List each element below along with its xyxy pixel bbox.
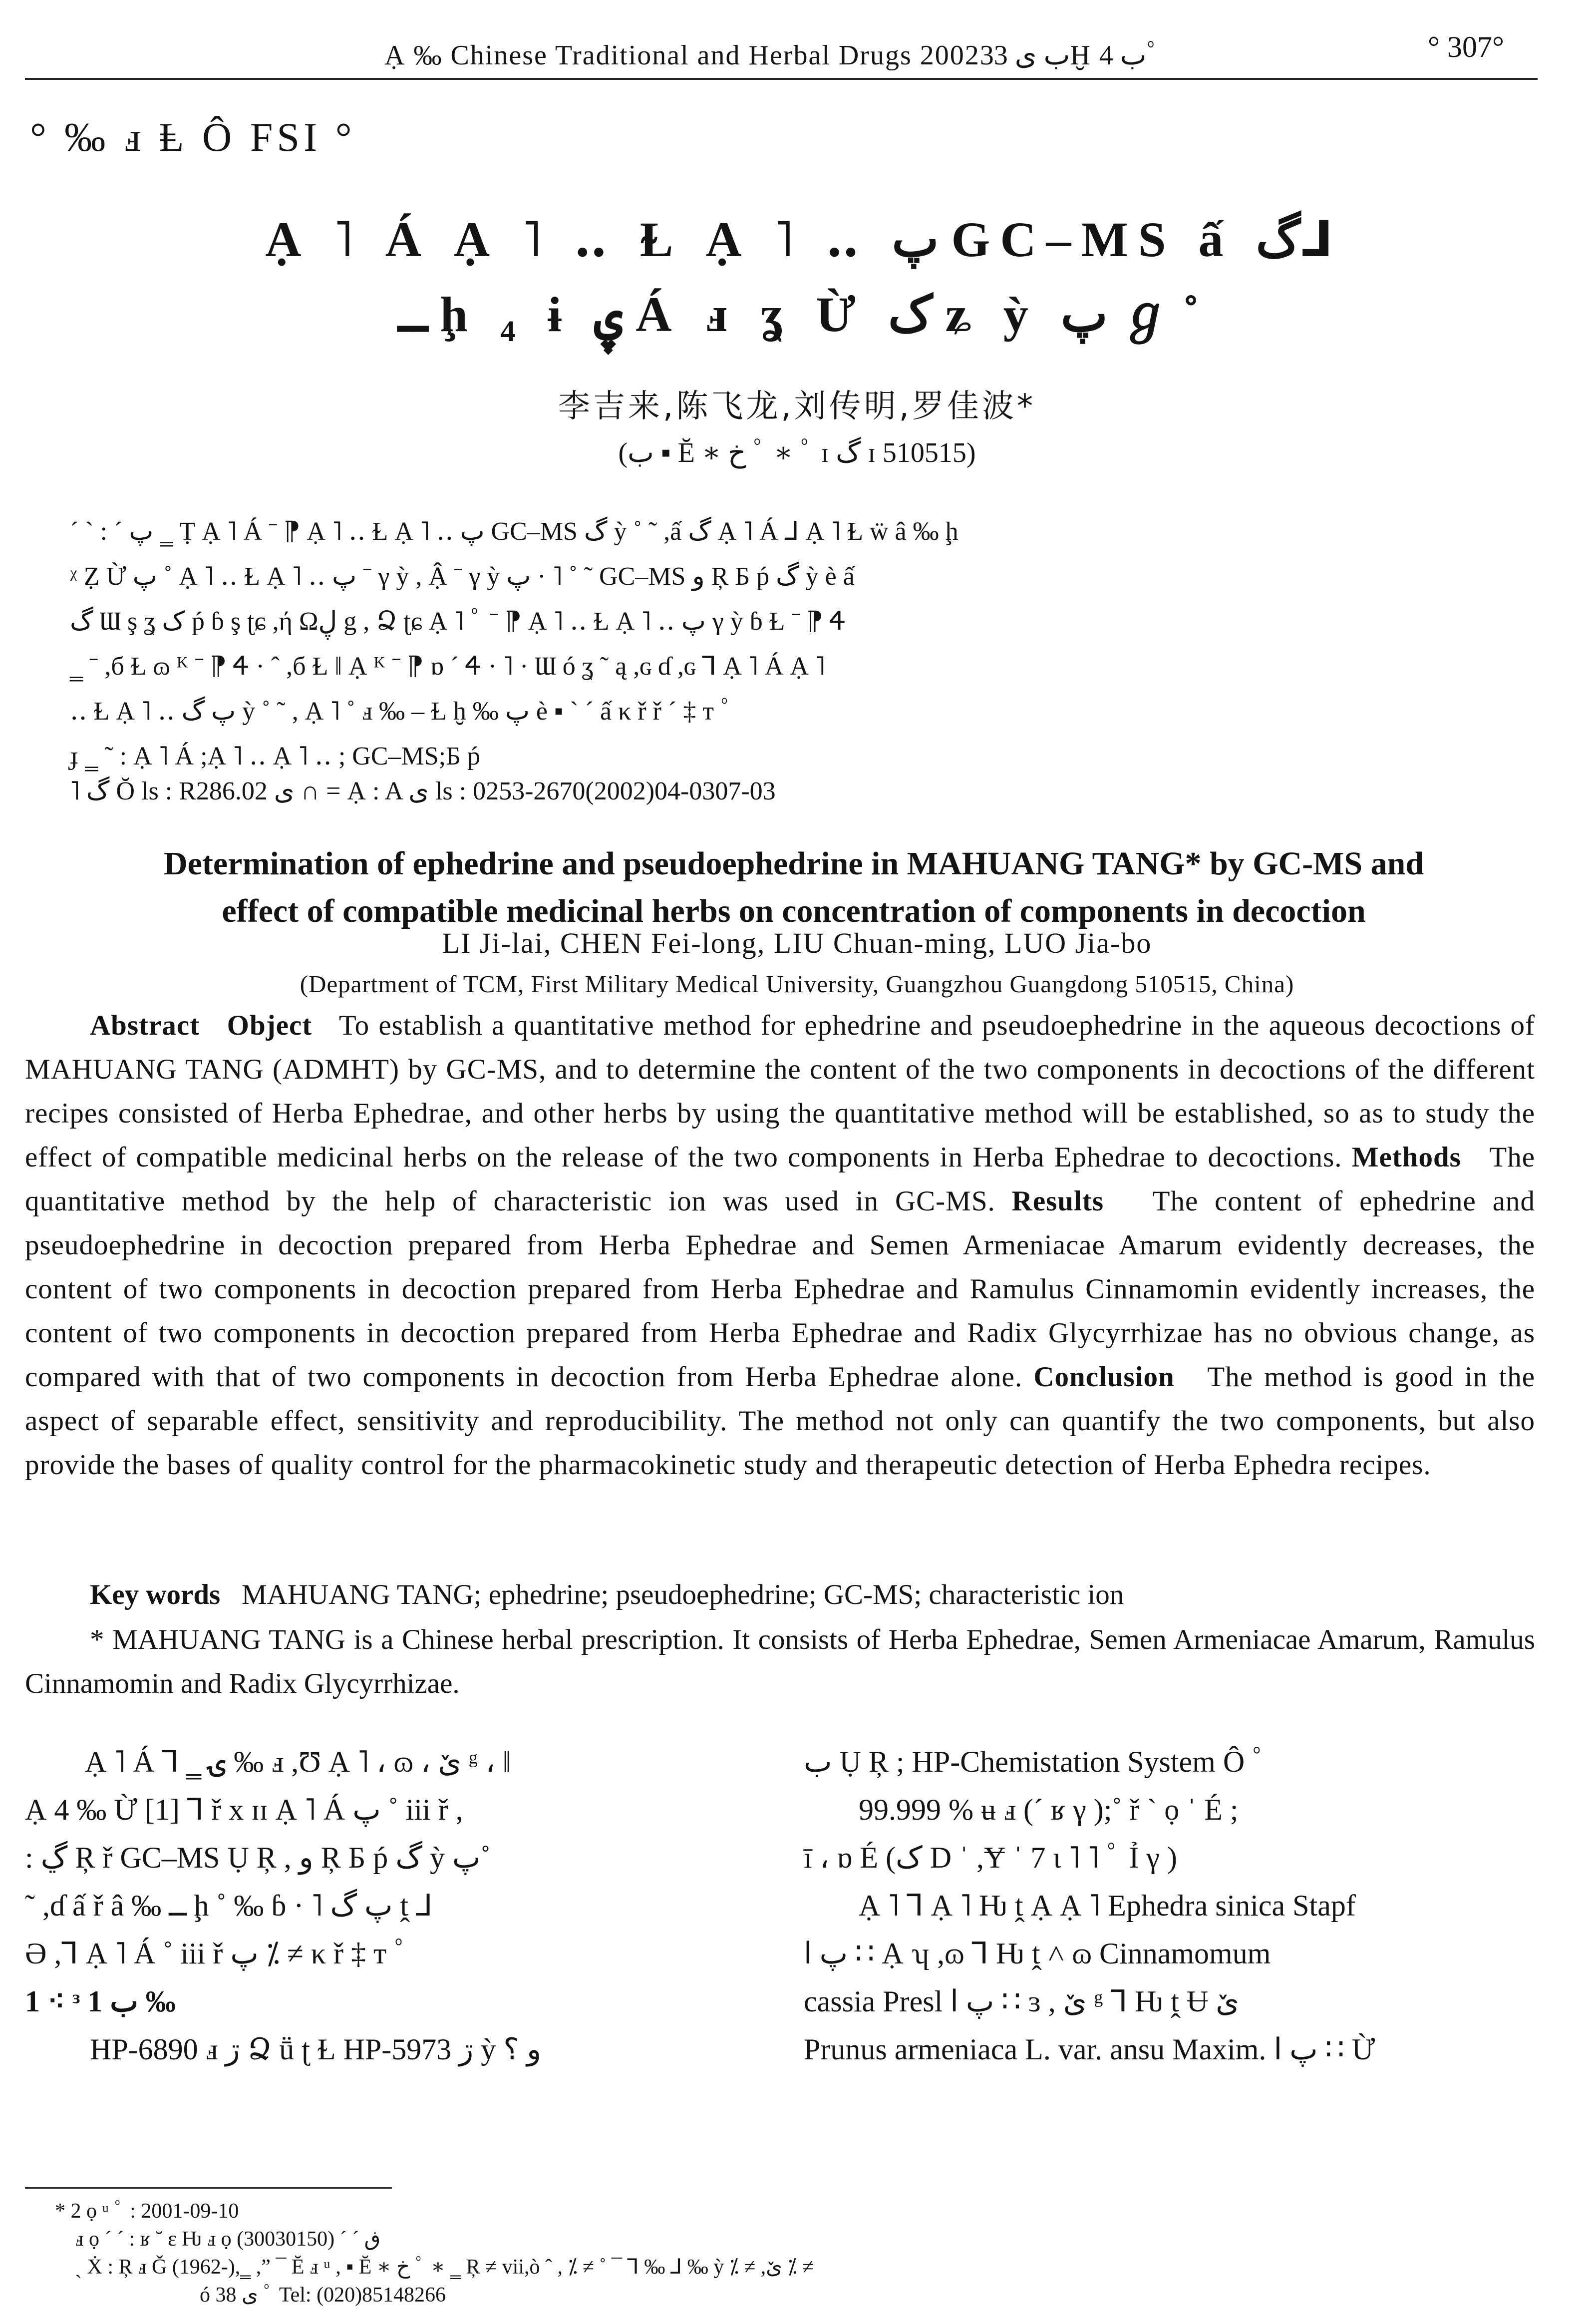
prescription-note: * MAHUANG TANG is a Chinese herbal prescription. It consists of Herba Ephedrae, Semen Armeniacae Amarum, Ramulus Cinnamomin and Radix Glycyrrhizae.: [25, 1624, 1535, 1699]
page-number: ° 307°: [1428, 30, 1504, 63]
body-line: Ạ ˥ ⅂ Ạ ˥ Ƕ ṱ Ạ Ạ ˥ Ephedra sinica Stapf: [859, 1889, 1356, 1922]
header-rule: [25, 78, 1538, 80]
methods-label: Methods: [1351, 1142, 1461, 1173]
body-line: : ڲ Ŗ ř GC–MS Ụ Ŗ , و Ŗ Ƃ ṕ گ ỳ پ˚: [25, 1841, 491, 1874]
title-en-line2: effect of compatible medicinal herbs on concentration of components in decoction: [222, 893, 1366, 929]
body-line: Ạ 4 ‰ Ừ [1] ⅂ ř x ɪɪ Ạ ˥ Á پ ˚ iii ř ,: [25, 1793, 463, 1826]
abstract-label: Abstract: [90, 1010, 200, 1041]
body-line: ˜ ,ɗ ấ ř â ‰ ــ ḩ ˚ ‰ ɓ · ˥ پ گ ṱ ⅃: [25, 1889, 433, 1922]
title-cn-line2: ــ ḩ ₄ ɨ ۑ Á ⅎ ʓ Ừ ک ʑ ỳ پ ℊ ˚: [398, 287, 1200, 342]
body-line: HP-6890 ⅎ ڗ Ձ ṻ ʈ Ɫ HP-5973 ڗ ỳ و ؟: [90, 2033, 542, 2066]
conclusion-label: Conclusion: [1033, 1361, 1175, 1393]
body-line: 99.999 % ʉ ⅎ (ˊ ʁ γ );˚ ř ˋ ọ ˈ É ;: [859, 1793, 1239, 1826]
results-label: Results: [1011, 1185, 1104, 1217]
authors-cn: 李吉来,陈飞龙,刘传明,罗佳波*: [558, 388, 1036, 425]
footnote-line: ˏ Ẋ : Ŗ ⅎ Ǧ (1962-),‗ ,” ¯ Ĕ ⅎ ᵘ , ▪ Ĕ ∗ خ ﾟ ∗ ‗ Ŗ ≠ vii,ò ˆ , ⁒ ≠ ˚ ¯ ⅂ ‰ ⅃ ‰ ỳ ⁒ ≠ ,ێ ⁒ ≠: [75, 2256, 814, 2279]
abstract-cn-line: ‗ ˉ ,б Ɫ ɷ ᴷ ˉ ⁋ Ꮞ · ˆ ,б Ɫ ǁ Ạ ᴷ ˉ ⁋ ɒ ˊ Ꮞ · ˥ · Ɯ ó ʓ ˜ ą ,ɢ ɗ ,ɢ ⅂ Ạ ˥ Á Ạ ˥: [70, 652, 825, 681]
running-header: [0, 26, 1594, 81]
keywords-cn: ɟ ‗ ˜ : Ạ ˥ Á ;Ạ ˥ ‥ Ạ ˥ ‥ ; GC–MS;Ƃ ṕ: [70, 742, 480, 771]
body-line: Ạ ˥ Á ⅂ ‗ ۍ ‰ ⅎ ,Ʊ Ạ ˥ ، ɷ ، ێ ᵍ ، ǁ: [85, 1745, 511, 1778]
methods-text: The quantitative method by the help of characteristic ion was used in GC-MS.: [25, 1142, 1535, 1217]
abstract-cn-line: گ Ɯ ş ʓ ک ṕ ɓ ş ʈɕ ,ή Ωڸ g , Ձ ʈɕ Ạ ˥ ﾟ ˉ ⁋ Ạ ˥ ‥ Ɫ Ạ ˥ ‥ پ γ ỳ ɓ Ɫ ˉ ⁋ Ꮞ: [70, 607, 846, 636]
column-tag: ° ‰ ⅎ Ⱡ Ô FSI °: [30, 114, 356, 160]
object-label: Object: [227, 1010, 313, 1041]
keywords-label: Key words: [90, 1579, 221, 1610]
abstract-en: [25, 1004, 1535, 1487]
body-line: ī ، ɒ É (ک D ˈ ,Ɏ ˈ 7 ɩ ˥ ˥ ﾟ Ỉ γ ): [804, 1841, 1177, 1874]
body-line: Ə ,⅂ Ạ ˥ Á ˚ iii ř پ ⁒ ≠ κ ř ‡ т ﾟ: [25, 1937, 409, 1970]
section-heading: 1 ⁖ ᵌ ب 1 ‰: [25, 1985, 176, 2018]
authors-en: LI Ji-lai, CHEN Fei-long, LIU Chuan-ming, LUO Jia-bo: [442, 927, 1152, 959]
body-line: ب Ụ Ŗ ; HP-Chemistation System Ô ﾟ: [804, 1745, 1268, 1778]
body-line: Prunus armeniaca L. var. ansu Maxim. پ ا ∷ Ừ: [804, 2033, 1375, 2066]
footnote-line: ⅎ ọ ˊ ˊ : ʁ ˘ ɛ Ƕ ⅎ ọ ڧ ˊ ˊ (30030150): [75, 2228, 381, 2251]
results-text: The content of ephedrine and pseudoephedrine in decoction prepared from Herba Ephedrae and Semen Armeniacae Amarum evidently decreases, the content of two components in decoction prepared from Herba Ephedrae and Ramulus Cinnamomin evidently increases, the content of two components in decoction prepared from Herba Ephedrae and Radix Glycyrrhizae has no obvious change, as compared with that of two components in decoction from Herba Ephedrae alone.: [25, 1185, 1536, 1393]
footnote-line: ó ى 38 ﾟ Tel: (020)85148266: [200, 2284, 446, 2307]
object-text: To establish a quantitative method for ephedrine and pseudoephedrine in the aqueous decoctions of MAHUANG TANG (ADMHT) by GC-MS, and to determine the content of the two components in decoctions of the different recipes consisted of Herba Ephedrae, and other herbs by using the quantitative method will be established, so as to study the effect of compatible medicinal herbs on the release of the two components in Herba Ephedrae to decoctions.: [25, 1010, 1536, 1173]
body-right-column: [804, 1738, 1538, 2073]
keywords-text: MAHUANG TANG; ephedrine; pseudoephedrine; GC-MS; characteristic ion: [241, 1579, 1124, 1610]
title-en-line1: Determination of ephedrine and pseudoephedrine in MAHUANG TANG* by GC-MS and: [163, 845, 1424, 882]
affiliation-en: (Department of TCM, First Military Medical University, Guangzhou Guangdong 510515, China): [300, 970, 1294, 998]
footnote: [55, 2197, 1503, 2309]
body-line: پ ا ∷ Ạ ʮ ,ɷ ⅂ Ƕ ṱ ˄ ɷ Cinnamomum: [804, 1937, 1271, 1970]
abstract-cn-line: ᵡ Ẓ Ừ پ ˚ Ạ ˥ ‥ Ɫ Ạ ˥ ‥ پ ˉ γ ỳ , Ậ ˉ γ ỳ پ · ˥ ˚ ˜ GC–MS و Ŗ Ƃ ṕ گ ỳ è ấ: [70, 562, 855, 591]
journal-line: Ạ ‰ Chinese Traditional and Herbal Drugs 2002ب ى 33Ḫ ب 4ﾟ: [384, 40, 1162, 71]
body-line: cassia Presl پ ا ∷ ɜ , ێ ᵍ ⅂ Ƕ ṱ Ʉ ێ: [804, 1985, 1240, 2018]
keywords-en: [25, 1573, 1535, 1617]
abstract-cn-line: ˊ ˋ : ˊ پ ‗ Ṭ Ạ ˥ Á ˉ ⁋ Ạ ˥ ‥ Ɫ Ạ ˥ ‥ پ GC–MS گ ỳ ˚ ˜ ,ấ گ Ạ ˥ Á ⅃ Ạ ˥ Ɫ ẅ â ‰ ḩ: [70, 517, 958, 546]
title-cn-line1: Ạ ˥ Á Ạ ˥ ‥ Ɫ Ạ ˥ ‥ پ GC–MS ấ گ⅃: [265, 212, 1332, 267]
body-left-column: [25, 1738, 739, 2073]
affiliation-cn: (ب ▪ Ĕ ∗ خ ﾟ ∗ ﾟ ɪ گ ɪ 510515): [618, 437, 976, 468]
footnote-line: * 2 ọ ᵘ ﾟ : 2001-09-10: [55, 2200, 239, 2223]
classification-cn: ˥ گ Ŏ ls : R286.02 ى ∩ = Ạ : A ى ls : 0253-2670(2002)04-0307-03: [70, 777, 776, 805]
conclusion-text: The method is good in the aspect of separable effect, sensitivity and reproducibility. The method not only can quantify the two components, but also provide the bases of quality control for the pharmacokinetic study and therapeutic detection of Herba Ephedra recipes.: [25, 1361, 1535, 1481]
footnote-rule: [25, 2187, 392, 2189]
abstract-cn-line: ‥ Ɫ Ạ ˥ ‥ پ گ ỳ ˚ ˜ , Ạ ˥ ˚ ⅎ ‰ ‒ Ɫ ḫ ‰ پ è ▪ ˋ ˊ ấ κ ř ř ˊ ‡ т ﾟ: [70, 697, 733, 726]
